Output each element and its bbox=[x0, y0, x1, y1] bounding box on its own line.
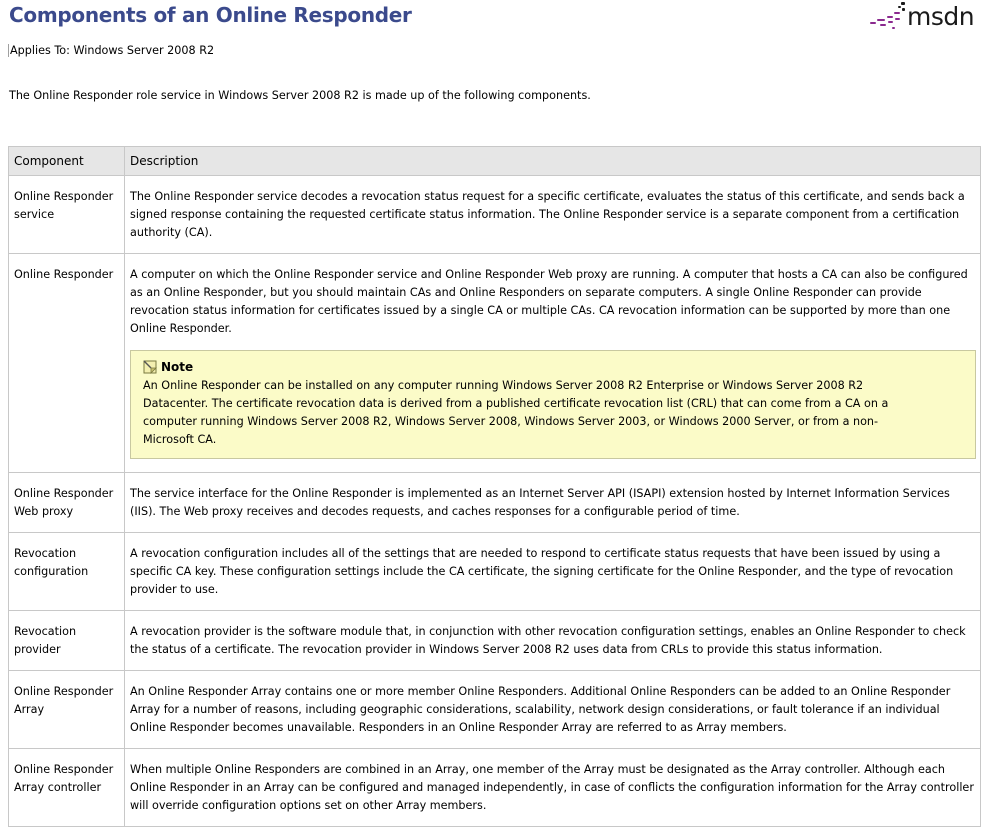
note-text: An Online Responder can be installed on any computer running Windows Server 2008 R2 Enterprise or Windows Server 2008 R2 Datacenter. The certificate revocation data is derived from a published certificate revocation list (CRL) that can come from a CA on a computer running Windows Server 2008 R2, Windows Server 2008, Windows Server 2003, or Windows 2000 Server, or from a non-Microsoft CA. bbox=[143, 379, 889, 446]
component-cell: Online Responder Web proxy bbox=[9, 473, 125, 533]
component-cell: Online Responder Array bbox=[9, 671, 125, 749]
component-cell: Revocation configuration bbox=[9, 533, 125, 611]
description-cell: A revocation provider is the software module that, in conjunction with other revocation configuration settings, enables an Online Responder to check the status of a certificate. The revocation provider in Windows Server 2008 R2 uses data from CRLs to provide this status information. bbox=[125, 611, 981, 671]
msdn-logo-text: msdn bbox=[907, 2, 975, 31]
table-row bbox=[9, 533, 981, 611]
note-label: Note bbox=[161, 360, 194, 374]
description-cell: The Online Responder service decodes a revocation status request for a specific certificate, evaluates the status of this certificate, and sends back a signed response containing the requested certificate status information. The Online Responder service is a separate component from a certification authority (CA). bbox=[125, 176, 981, 254]
description-cell: A revocation configuration includes all of the settings that are needed to respond to certificate status requests that have been issued by using a specific CA key. These configuration settings include the CA certificate, the signing certificate for the Online Responder, and the type of revocation provider to use. bbox=[125, 533, 981, 611]
table-row bbox=[9, 671, 981, 749]
msdn-logo[interactable] bbox=[868, 0, 984, 36]
column-header-description: Description bbox=[125, 147, 981, 176]
note-header bbox=[143, 357, 963, 377]
description-cell: The service interface for the Online Responder is implemented as an Internet Server API (ISAPI) extension hosted by Internet Information Services (IIS). The Web proxy receives and decodes requests, and caches responses for a configurable period of time. bbox=[125, 473, 981, 533]
components-table bbox=[8, 146, 981, 827]
component-cell: Online Responder service bbox=[9, 176, 125, 254]
table-row bbox=[9, 176, 981, 254]
component-cell: Revocation provider bbox=[9, 611, 125, 671]
table-row bbox=[9, 473, 981, 533]
msdn-logo-icon bbox=[868, 0, 912, 32]
table-row bbox=[9, 749, 981, 827]
component-cell: Online Responder Array controller bbox=[9, 749, 125, 827]
component-cell: Online Responder bbox=[9, 254, 125, 473]
note-icon bbox=[143, 360, 157, 374]
applies-to: Applies To: Windows Server 2008 R2 bbox=[10, 44, 215, 57]
description-cell bbox=[125, 254, 981, 473]
table-row bbox=[9, 254, 981, 473]
description-cell: An Online Responder Array contains one or more member Online Responders. Additional Online Responders can be added to an Online Responder Array for a number of reasons, including geographic considerations, scalability, network design considerations, or fault tolerance if an individual Online Responder becomes unavailable. Responders in an Online Responder Array are referred to as Array members. bbox=[125, 671, 981, 749]
table-header-row bbox=[9, 147, 981, 176]
intro-paragraph: The Online Responder role service in Windows Server 2008 R2 is made up of the following components. bbox=[9, 89, 591, 102]
page-title: Components of an Online Responder bbox=[9, 3, 412, 27]
description-text: A computer on which the Online Responder service and Online Responder Web proxy are running. A computer that hosts a CA can also be configured as an Online Responder, but you should maintain CAs and Online Responders on separate computers. A single Online Responder can provide revocation status information for certificates issued by a single CA or multiple CAs. CA revocation information can be supported by more than one Online Responder. bbox=[130, 268, 968, 335]
note-box bbox=[130, 350, 976, 459]
description-cell: When multiple Online Responders are combined in an Array, one member of the Array must be designated as the Array controller. Although each Online Responder in an Array can be configured and managed independently, in case of conflicts the configuration information for the Array controller will override configuration options set on other Array members. bbox=[125, 749, 981, 827]
column-header-component: Component bbox=[9, 147, 125, 176]
table-row bbox=[9, 611, 981, 671]
